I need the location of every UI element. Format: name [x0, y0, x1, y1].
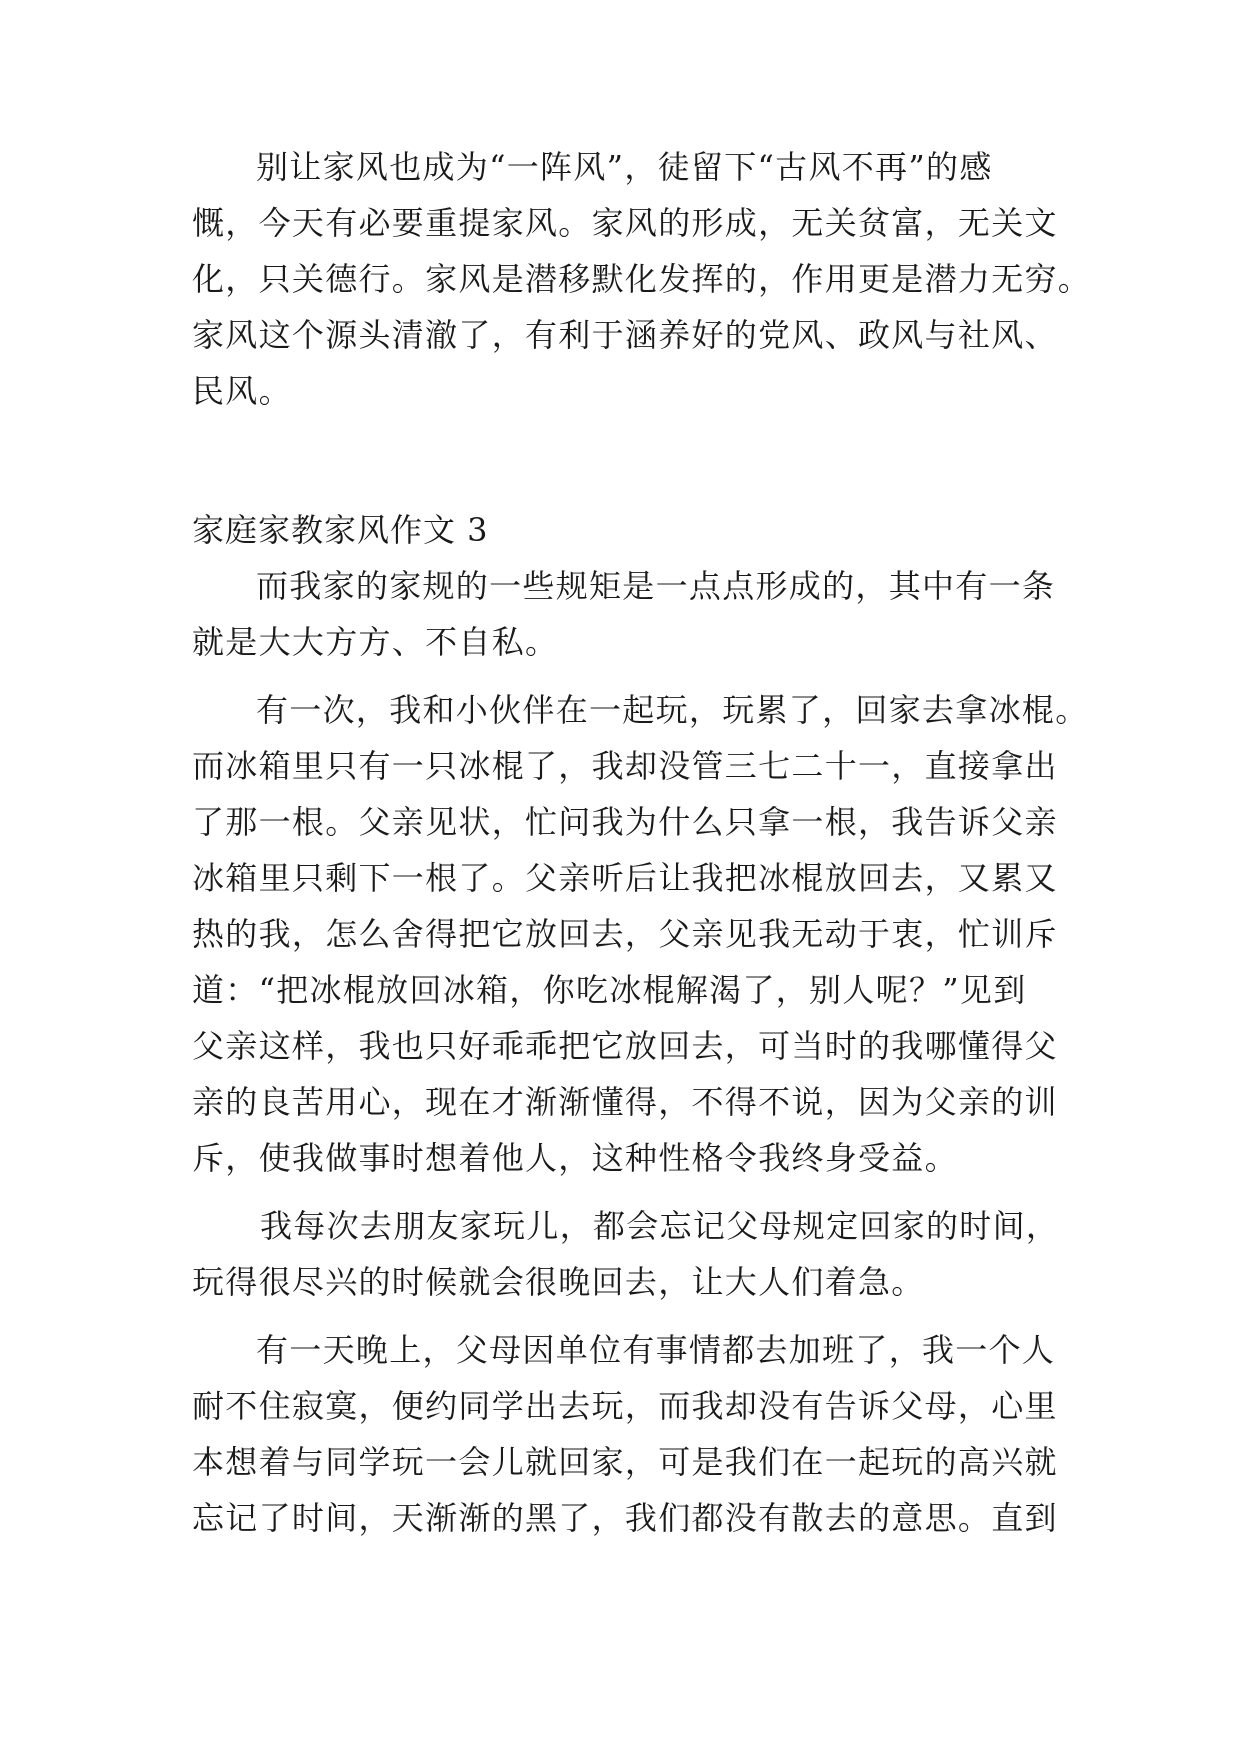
text-line: 热的我，怎么舍得把它放回去，父亲见我无动于衷，忙训斥 — [192, 915, 1058, 953]
text-line: 斥，使我做事时想着他人，这种性格令我终身受益。 — [192, 1139, 958, 1177]
text-line: 化，只关德行。家风是潜移默化发挥的，作用更是潜力无穷。 — [192, 260, 1092, 298]
text-line: 我每次去朋友家玩儿，都会忘记父母规定回家的时间， — [260, 1207, 1060, 1245]
text-line: 冰箱里只剩下一根了。父亲听后让我把冰棍放回去，又累又 — [192, 859, 1058, 897]
section-heading: 家庭家教家风作文 3 — [192, 511, 489, 549]
text-line: 亲的良苦用心，现在才渐渐懂得，不得不说，因为父亲的训 — [192, 1083, 1058, 1121]
text-line: 有一次，我和小伙伴在一起玩，玩累了，回家去拿冰棍。 — [256, 691, 1089, 729]
text-line: 本想着与同学玩一会儿就回家，可是我们在一起玩的高兴就 — [192, 1443, 1058, 1481]
text-line: 而我家的家规的一些规矩是一点点形成的，其中有一条 — [256, 567, 1056, 605]
text-line: 民风。 — [192, 372, 292, 410]
text-line: 而冰箱里只有一只冰棍了，我却没管三七二十一，直接拿出 — [192, 747, 1058, 785]
text-line: 耐不住寂寞，便约同学出去玩，而我却没有告诉父母，心里 — [192, 1387, 1058, 1425]
text-line: 了那一根。父亲见状，忙问我为什么只拿一根，我告诉父亲 — [192, 803, 1058, 841]
text-line: 道：“把冰棍放回冰箱，你吃冰棍解渴了，别人呢？”见到 — [192, 971, 1027, 1009]
text-line: 有一天晚上，父母因单位有事情都去加班了，我一个人 — [256, 1331, 1056, 1369]
text-line: 家风这个源头清澈了，有利于涵养好的党风、政风与社风、 — [192, 316, 1058, 354]
text-line: 就是大大方方、不自私。 — [192, 623, 559, 661]
text-line: 慨，今天有必要重提家风。家风的形成，无关贫富，无关文 — [192, 204, 1058, 242]
text-line: 别让家风也成为“一阵风”，徒留下“古风不再”的感 — [256, 148, 993, 186]
text-line: 玩得很尽兴的时候就会很晚回去，让大人们着急。 — [192, 1263, 925, 1301]
text-line: 忘记了时间，天渐渐的黑了，我们都没有散去的意思。直到 — [192, 1499, 1058, 1537]
text-line: 父亲这样，我也只好乖乖把它放回去，可当时的我哪懂得父 — [192, 1027, 1058, 1065]
